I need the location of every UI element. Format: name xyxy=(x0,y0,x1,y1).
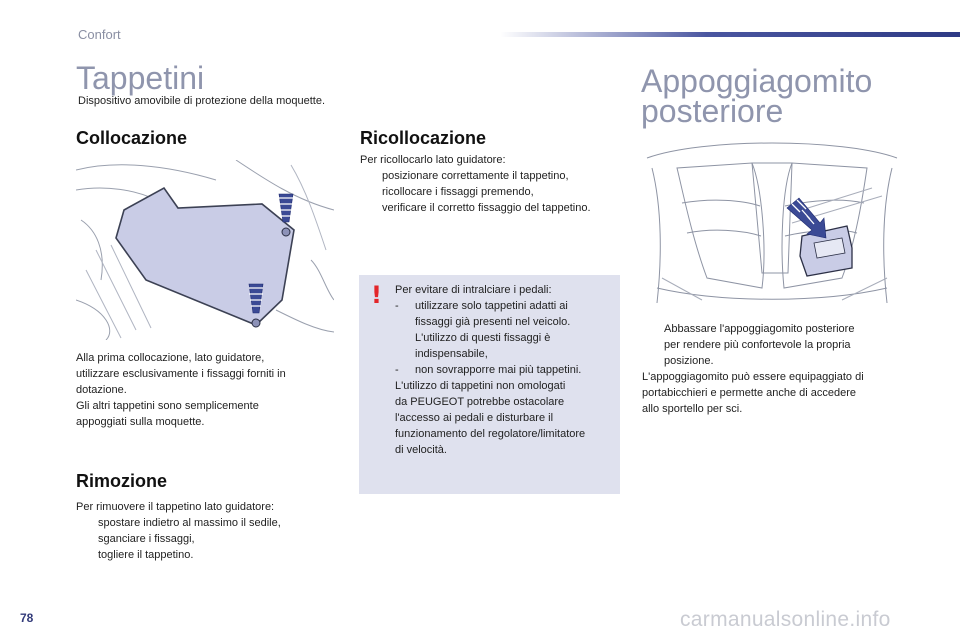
text-line: dotazione. xyxy=(76,384,127,396)
warning-lead: Per evitare di intralciare i pedali: xyxy=(395,284,552,296)
warning-box xyxy=(359,275,620,494)
page-title: Tappetini xyxy=(76,60,205,96)
armrest-block xyxy=(642,321,902,417)
dash-icon: - xyxy=(395,300,399,312)
footer-watermark: carmanualsonline.info xyxy=(680,608,891,631)
page-number: 78 xyxy=(20,611,34,625)
rimozione-block xyxy=(76,499,326,563)
list-item: togliere il tappetino. xyxy=(98,549,194,561)
ricollocazione-block xyxy=(360,152,625,216)
list-item: posizionare correttamente il tappetino, xyxy=(382,170,569,182)
list-item: spostare indietro al massimo il sedile, xyxy=(98,517,281,529)
text-line: Gli altri tappetini sono semplicemente xyxy=(76,400,259,412)
warning-text: Per evitare di intralciare i pedali: - utilizzare solo tappetini adatti ai fissaggi già presenti nel veicolo. L'utilizzo di questi fissaggi è indispensabile, - non sovrapporre mai più tappetini. L'utilizzo di tappetini non omologati da PEUGEOT potrebbe ostacolare l'accesso ai pedali e disturbare il funzionamento del regolatore/limitatore di velocità. xyxy=(395,282,615,458)
rimozione-lead: Per rimuovere il tappetino lato guidatore: xyxy=(76,501,275,513)
floor-mat-shape xyxy=(116,188,294,325)
warning-item: - utilizzare solo tappetini adatti ai fissaggi già presenti nel veicolo. L'utilizzo di questi fissaggi è indispensabile, xyxy=(395,300,571,360)
dash-icon: - xyxy=(395,364,399,376)
list-item: Abbassare l'appoggiagomito posteriore per rendere più confortevole la propria posizione. xyxy=(664,323,855,367)
intro-text: Dispositivo amovibile di protezione della moquette. xyxy=(78,95,326,107)
collocazione-text xyxy=(76,350,326,430)
list-item: ricollocare i fissaggi premendo, xyxy=(382,186,534,198)
warning-item: - non sovrapporre mai più tappetini. xyxy=(395,364,582,376)
list-item: verificare il corretto fissaggio del tappetino. xyxy=(382,202,591,214)
text-line: utilizzare esclusivamente i fissaggi forniti in xyxy=(76,368,286,380)
armrest-list xyxy=(642,321,902,369)
text-line: allo sportello per sci. xyxy=(642,403,743,415)
floor-mat-illustration xyxy=(76,160,334,340)
text-line: portabicchieri e permette anche di accedere xyxy=(642,387,857,399)
rimozione-list xyxy=(76,515,326,563)
text-line: L'appoggiagomito può essere equipaggiato di xyxy=(642,371,864,383)
list-item: sganciare i fissaggi, xyxy=(98,533,195,545)
heading-rimozione: Rimozione xyxy=(76,471,168,491)
warning-icon: ! xyxy=(371,281,382,309)
rear-armrest-illustration xyxy=(642,128,902,311)
heading-ricollocazione: Ricollocazione xyxy=(360,128,487,148)
header-bar xyxy=(500,32,960,37)
ricollocazione-lead: Per ricollocarlo lato guidatore: xyxy=(360,154,506,166)
section-label: Confort xyxy=(78,27,121,42)
ricollocazione-list xyxy=(360,168,625,216)
heading-collocazione: Collocazione xyxy=(76,128,188,148)
section-title-armrest: Appoggiagomito posteriore xyxy=(641,63,873,129)
text-line: Alla prima collocazione, lato guidatore, xyxy=(76,352,265,364)
text-line: appoggiati sulla moquette. xyxy=(76,416,205,428)
